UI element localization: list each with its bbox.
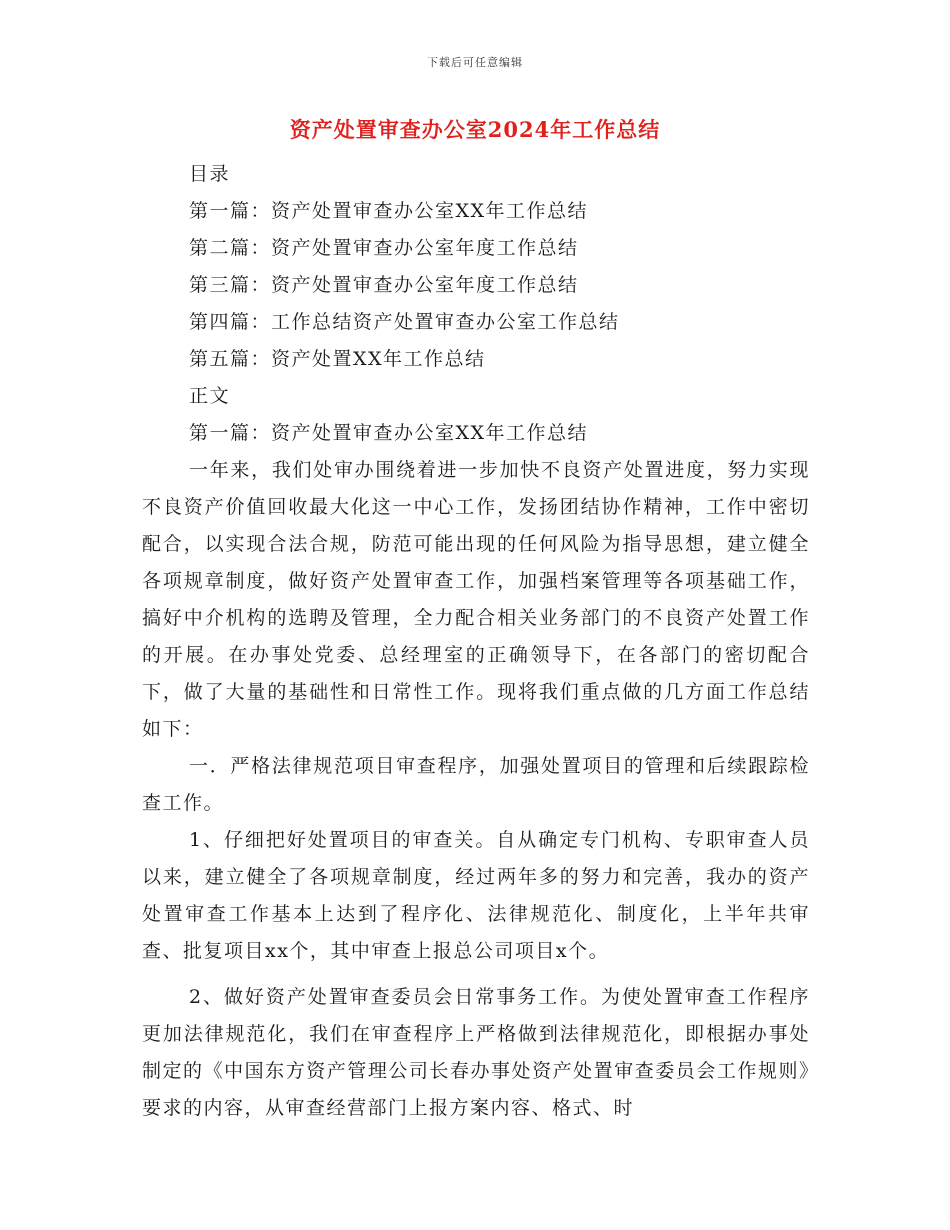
paragraph: 一年来，我们处审办围绕着进一步加快不良资产处置进度，努力实现不良资产价值回收最大化这一中心工作，发扬团结协作精神，工作中密切配合，以实现合法合规，防范可能出现的任何风险为指导思想，建立健全各项规章制度，做好资产处置审查工作，加强档案管理等各项基础工作，搞好中介机构的选聘及管理，全力配合相关业务部门的不良资产处置工作的开展。在办事处党委、总经理室的正确领导下，在各部门的密切配合下，做了大量的基础性和日常性工作。现将我们重点做的几方面工作总结如下： — [142, 459, 810, 740]
toc-heading: 目录 — [189, 163, 231, 185]
toc-item: 第一篇：资产处置审查办公室XX年工作总结 — [189, 200, 589, 222]
chapter-title: 第一篇：资产处置审查办公室XX年工作总结 — [189, 422, 589, 444]
paragraph: 1、仔细把好处置项目的审查关。自从确定专门机构、专职审查人员以来，建立健全了各项规章制度，经过两年多的努力和完善，我办的资产处置审查工作基本上达到了程序化、法律规范化、制度化，上半年共审查、批复项目xx个，其中审查上报总公司项目x个。 — [142, 829, 810, 962]
paragraph: 一．严格法律规范项目审查程序，加强处置项目的管理和后续跟踪检查工作。 — [142, 755, 810, 814]
paragraph: 2、做好资产处置审查委员会日常事务工作。为使处置审查工作程序更加法律规范化，我们在审查程序上严格做到法律规范化，即根据办事处制定的《中国东方资产管理公司长春办事处资产处置审查委员会工作规则》要求的内容，从审查经营部门上报方案内容、格式、时 — [142, 986, 810, 1119]
header-note: 下载后可任意编辑 — [427, 56, 523, 69]
document-title: 资产处置审查办公室2024年工作总结 — [289, 117, 661, 142]
toc-item: 第四篇：工作总结资产处置审查办公室工作总结 — [189, 311, 620, 333]
toc-item: 第五篇：资产处置XX年工作总结 — [189, 348, 486, 370]
toc-item: 第三篇：资产处置审查办公室年度工作总结 — [189, 274, 579, 296]
toc-item: 第二篇：资产处置审查办公室年度工作总结 — [189, 237, 579, 259]
body-heading: 正文 — [189, 385, 231, 407]
document-body — [142, 156, 810, 1127]
